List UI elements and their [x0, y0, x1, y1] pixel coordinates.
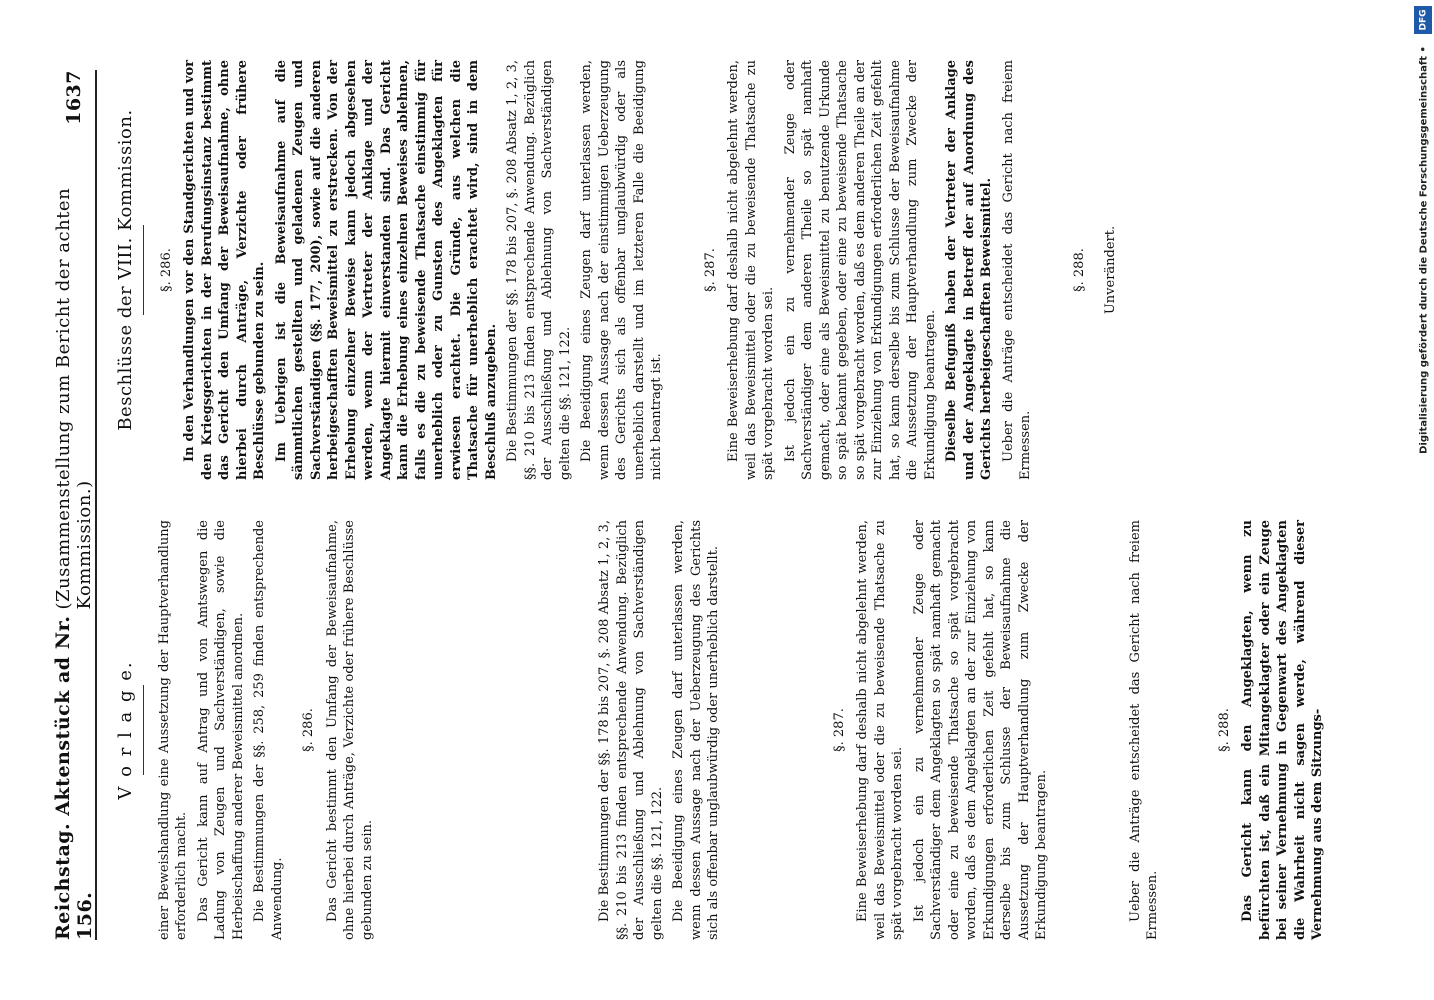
spacer: [506, 520, 524, 940]
header-left: Reichstag. Aktenstück ad Nr. 156.: [52, 615, 96, 940]
paragraph: Das Gericht bestimmt den Umfang der Beweisaufnahme, ohne hierbei durch Anträge, Verzichte oder frühere Beschlüsse gebunden zu sein.: [324, 520, 375, 940]
spacer: [578, 520, 596, 940]
title-underline: [143, 685, 144, 775]
dfg-logo: [1414, 6, 1432, 34]
spacer: [727, 520, 745, 940]
spacer: [434, 520, 452, 940]
paragraph: Die Beeidigung eines Zeugen darf unterlassen werden, wenn dessen Aussage nach der Ueberzeugung des Gerichts sich als offenbar unglaubwürdig oder unerheblich darstellt.: [671, 520, 721, 940]
right-column: [105, 60, 1126, 480]
paragraph: einer Beweishandlung eine Aussetzung der Hauptverhandlung erforderlich macht.: [156, 520, 189, 940]
paragraph: Die Bestimmungen der §§. 258, 259 finden entsprechende Anwendung.: [252, 520, 285, 940]
paragraph: Das Gericht kann den Angeklagten, wenn zu befürchten ist, daß ein Mitangeklagter oder ein Zeuge bei seiner Vernehmung in Gegenwart des Angeklagten die Wahrheit nicht sagen werde, während dieser Vernehmung aus dem Sitzungs-: [1240, 520, 1325, 940]
paragraph: Die Beeidigung eines Zeugen darf unterlassen werden, wenn dessen Aussage nach der einstimmigen Ueberzeugung des Gerichts sich als offenbar unglaubwürdig oder als unerheblich darstellt und im letzteren Falle die Beeidigung nicht beantragt ist.: [579, 60, 664, 480]
paragraph: Ist jedoch ein zu vernehmender Zeuge oder Sachverständiger dem anderen Theile so spät namhaft gemacht, oder eine als Beweismittel zu benutzende Urkunde so spät bekannt gegeben, oder eine zu beweisende Thatsache so spät vorgebracht worden, daß es dem anderen Theile an der zur Einziehung von Erkundigungen erforderlichen Zeit gefehlt hat, so kann derselbe bis zum Schlusse der Beweisaufnahme die Aussetzung der Hauptverhandlung zum Zwecke der Erkundigung beantragen.: [782, 60, 938, 480]
spacer: [416, 520, 434, 940]
spacer: [745, 520, 763, 940]
spacer: [524, 520, 542, 940]
section-heading: §. 287.: [702, 248, 718, 292]
spacer: [1184, 520, 1202, 940]
section-heading: §. 286.: [158, 248, 174, 292]
spacer: [470, 520, 488, 940]
spacer: [398, 520, 416, 940]
unchanged-note: Unverändert.: [1103, 225, 1118, 315]
spacer: [452, 520, 470, 940]
dfg-logo-text: DFG: [1418, 9, 1429, 31]
spacer: [670, 60, 688, 480]
funding-note-text: Digitalisierung gefördert durch die Deutsche Forschungsgemeinschaft •: [1418, 46, 1430, 454]
paragraph: Im Uebrigen ist die Beweisaufnahme auf die sämmtlichen gestellten und geladenen Zeugen und Sachverständigen (§§. 177, 200), sowie auf die anderen herbeigeschafften Beweismittel zu erstrecken. Von der Erhebung einzelner Beweise kann jedoch abgesehen werden, wenn der Vertreter der Anklage und der Angeklagte hiermit einverstanden sind. Das Gericht kann die Erhebung eines einzelnen Beweises ablehnen, falls es die zu beweisende Thatsache einstimmig für unerheblich oder zu Gunsten des Angeklagten für erwiesen erachtet. Die Gründe, aus welchen die Thatsache für unerheblich erachtet wird, sind in dem Beschluß anzugeben.: [273, 60, 499, 480]
paragraph: Die Bestimmungen der §§. 178 bis 207, §. 208 Absatz 1, 2, 3, §§. 210 bis 213 finden entsprechende Anwendung. Bezüglich der Ausschließung und Ablehnung von Sachverständigen gelten die §§. 121, 122.: [597, 520, 665, 940]
paragraph: Eine Beweiserhebung darf deshalb nicht abgelehnt werden, weil das Beweismittel oder die zu beweisende Thatsache zu spät vorgebracht worden sei.: [855, 520, 905, 940]
spacer: [1055, 520, 1073, 940]
page-number: 1637: [63, 70, 85, 125]
paragraph: Dieselbe Befugniß haben der Vertreter der Anklage und der Angeklagte in Betreff der auf Anordnung des Gerichts herbeigeschafften Beweismittel.: [944, 60, 994, 480]
header-center: (Zusammenstellung zum Bericht der achten Kommission.): [53, 187, 95, 610]
title-underline: [143, 225, 144, 315]
spacer: [799, 520, 817, 940]
section-heading: §. 286.: [301, 708, 316, 752]
spacer: [1091, 520, 1109, 940]
spacer: [1039, 60, 1057, 480]
left-column-title: V o r l a g e.: [115, 660, 136, 800]
spacer: [560, 520, 578, 940]
paragraph: Das Gericht kann auf Antrag und von Amtswegen die Ladung von Zeugen und Sachverständigen, sowie die Herbeischaffung anderer Beweismittel anordnen.: [195, 520, 246, 940]
spacer: [1073, 520, 1091, 940]
spacer: [1109, 520, 1127, 940]
page-header: [52, 70, 96, 940]
section-heading: §. 287.: [831, 708, 847, 752]
paragraph: Ist jedoch ein zu vernehmender Zeuge oder Sachverständiger dem Angeklagten so spät namhaft gemacht oder eine zu beweisende Thatsache so spät vorgebracht worden, daß es dem Angeklagten an der zur Einziehung von Erkundigungen erforderlichen Zeit gefehlt hat, so kann derselbe bis zum Schlusse der Beweisaufnahme die Aussetzung der Hauptverhandlung zum Zwecke der Erkundigung beantragen.: [911, 520, 1049, 940]
spacer: [380, 520, 398, 940]
left-column: [105, 520, 1331, 940]
paragraph: In den Verhandlungen vor den Standgerichten und vor den Kriegsgerichten in der Berufungsinstanz bestimmt das Gericht den Umfang der Beweisaufnahme, ohne hierbei durch Anträge, Verzichte oder frühere Beschlüsse gebunden zu sein.: [182, 60, 267, 480]
paragraph: Eine Beweiserhebung darf deshalb nicht abgelehnt werden, weil das Beweismittel oder die zu beweisende Thatsache zu spät vorgebracht worden sei.: [726, 60, 776, 480]
spacer: [781, 520, 799, 940]
paragraph: Die Bestimmungen der §§. 178 bis 207, §. 208 Absatz 1, 2, 3, §§. 210 bis 213 finden entsprechende Anwendung. Bezüglich der Ausschließung und Ablehnung von Sachverständigen gelten die §§. 121, 122.: [505, 60, 573, 480]
header-rule: [95, 70, 97, 940]
right-column-title: Beschlüsse der VIII. Kommission.: [115, 109, 136, 431]
section-heading: §. 288.: [1216, 708, 1232, 752]
section-heading: §. 288.: [1071, 248, 1087, 292]
spacer: [1166, 520, 1184, 940]
paragraph: Ueber die Anträge entscheidet das Gericht nach freiem Ermessen.: [1127, 520, 1160, 940]
funding-note: [1415, 46, 1433, 454]
spacer: [763, 520, 781, 940]
spacer: [542, 520, 560, 940]
paragraph: Ueber die Anträge entscheidet das Gericht nach freiem Ermessen.: [1000, 60, 1033, 480]
spacer: [488, 520, 506, 940]
